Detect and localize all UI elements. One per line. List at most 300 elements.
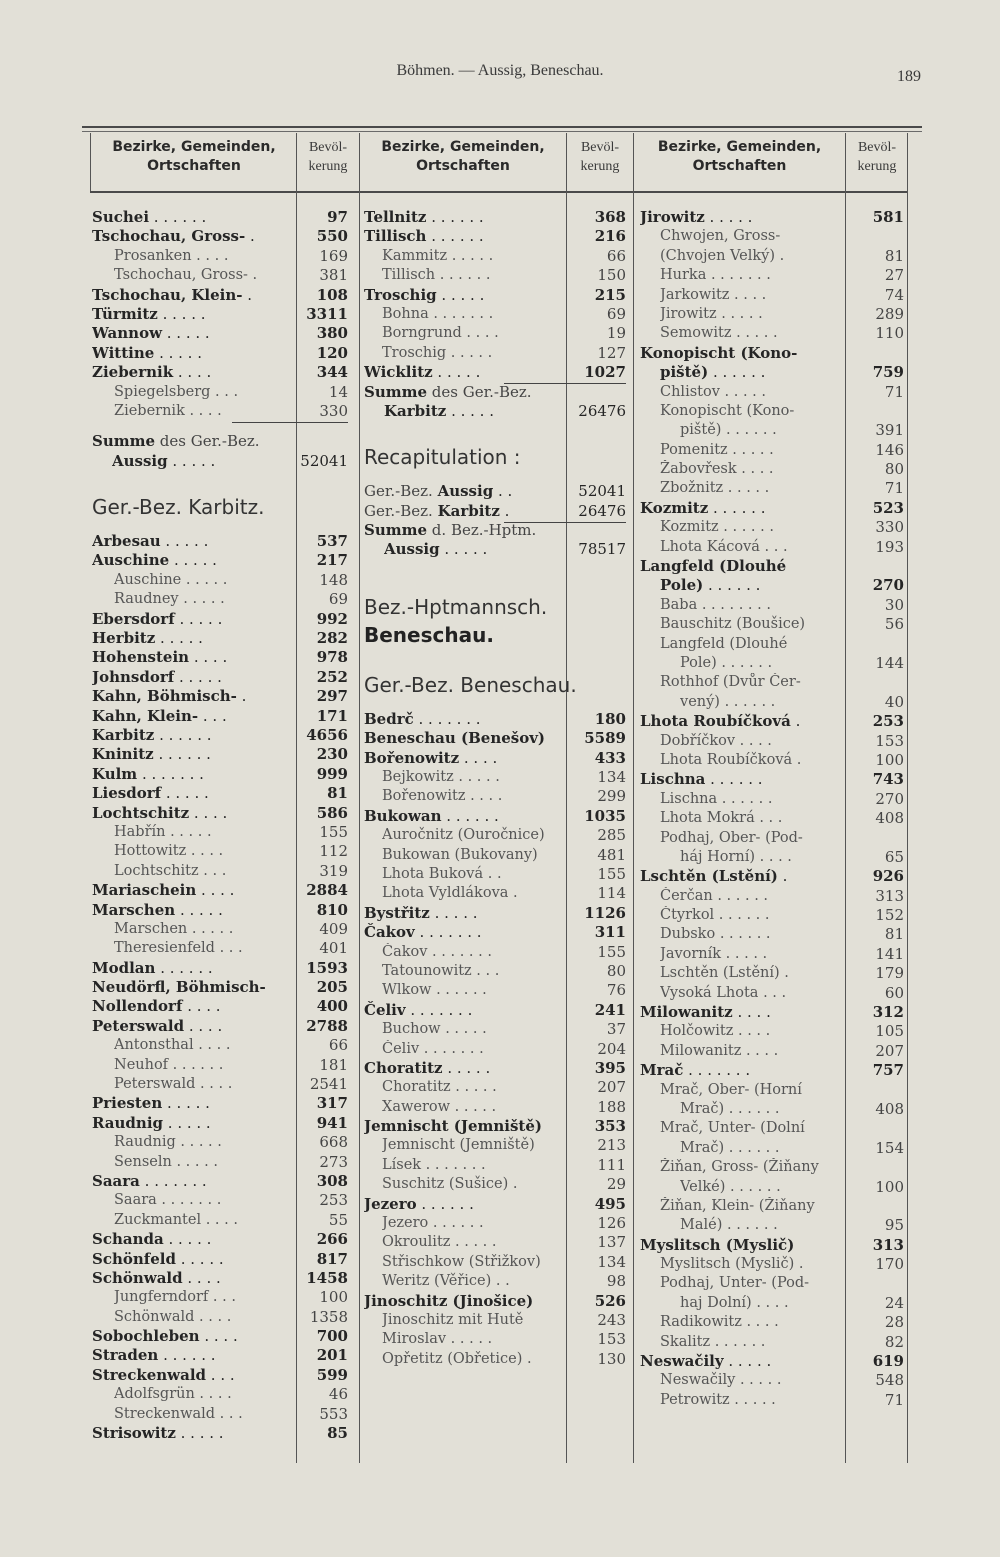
municipality-name bbox=[364, 1059, 564, 1078]
place-name: Tschochau, Gross- bbox=[92, 227, 246, 246]
table-row bbox=[640, 1352, 905, 1371]
locality-name bbox=[382, 1156, 564, 1175]
leader-dots: . . . . . bbox=[450, 1234, 497, 1251]
table-row bbox=[364, 593, 627, 621]
locality-name bbox=[660, 596, 845, 615]
table-row bbox=[640, 964, 905, 983]
table-row bbox=[364, 749, 627, 768]
municipality-name bbox=[660, 576, 845, 595]
place-name: Lochtschitz bbox=[114, 862, 199, 879]
table-row bbox=[364, 1175, 627, 1194]
population-value: 193 bbox=[875, 537, 904, 556]
table-row bbox=[640, 1061, 905, 1080]
leader-dots: . bbox=[794, 1256, 804, 1273]
leader-dots: . . . . . . bbox=[712, 887, 769, 904]
municipality-name bbox=[92, 1114, 292, 1133]
table-row bbox=[364, 649, 627, 671]
place-name: Lhota Roubíčková bbox=[660, 751, 793, 768]
table-row bbox=[92, 1075, 350, 1094]
table-row bbox=[640, 1081, 905, 1100]
table-row bbox=[92, 765, 350, 784]
locality-name bbox=[114, 939, 292, 958]
place-name: Hottowitz bbox=[114, 843, 187, 860]
place-name: Chwojen, Gross- bbox=[660, 228, 781, 245]
locality-name bbox=[660, 479, 845, 498]
table-row bbox=[640, 693, 905, 712]
place-name: Jezero bbox=[382, 1215, 429, 1232]
table-row bbox=[640, 247, 905, 266]
population-value: 134 bbox=[597, 1252, 626, 1271]
place-name: Javorník bbox=[660, 945, 722, 962]
place-name: Saara bbox=[114, 1192, 157, 1209]
table-row bbox=[92, 1346, 350, 1365]
population-value: 179 bbox=[875, 964, 904, 983]
municipality-name bbox=[92, 978, 292, 997]
place-name: Holčowitz bbox=[660, 1023, 734, 1040]
municipality-name bbox=[92, 1172, 292, 1191]
table-row bbox=[92, 804, 350, 823]
leader-dots: . . . . . bbox=[716, 305, 763, 322]
table-row bbox=[364, 582, 627, 593]
table-row bbox=[364, 305, 627, 324]
leader-dots: . . . . bbox=[193, 1037, 231, 1054]
municipality-name bbox=[92, 305, 292, 324]
population-value: 253 bbox=[319, 1191, 348, 1210]
place-name: Ebersdorf bbox=[92, 609, 175, 628]
locality-name bbox=[382, 324, 564, 343]
table-row bbox=[364, 363, 627, 382]
place-name: Beneschau (Benešov) bbox=[364, 729, 546, 748]
locality-name bbox=[680, 1139, 845, 1158]
table-row bbox=[92, 266, 350, 285]
table-column-1 bbox=[92, 208, 350, 1443]
municipality-name bbox=[92, 532, 292, 551]
table-row bbox=[640, 557, 905, 576]
table-row bbox=[92, 842, 350, 861]
locality-name bbox=[382, 1098, 564, 1117]
place-name: Lísek bbox=[382, 1156, 422, 1173]
municipality-name bbox=[92, 668, 292, 687]
locality-name bbox=[382, 247, 564, 266]
population-value: 270 bbox=[875, 789, 904, 808]
place-name: Raudnig bbox=[92, 1113, 164, 1132]
locality-name bbox=[660, 1022, 845, 1041]
place-name: Wicklitz bbox=[364, 363, 433, 382]
leader-dots: . . . . . bbox=[165, 823, 212, 840]
table-row bbox=[364, 1156, 627, 1175]
population-value: 313 bbox=[875, 886, 904, 905]
leader-dots: . . . . . . bbox=[428, 1215, 484, 1232]
leader-dots: . . bbox=[483, 865, 502, 882]
municipality-name bbox=[640, 1352, 845, 1371]
leader-dots: . . . . . . bbox=[717, 790, 773, 807]
population-value: 82 bbox=[884, 1332, 904, 1351]
population-value: 757 bbox=[872, 1061, 904, 1080]
population-value: 553 bbox=[319, 1404, 348, 1423]
population-value: 481 bbox=[597, 845, 626, 864]
table-row bbox=[364, 383, 627, 402]
population-value: 313 bbox=[872, 1235, 904, 1254]
summary-keyword: Summe bbox=[364, 382, 428, 401]
population-value: 433 bbox=[594, 748, 626, 767]
table-row bbox=[640, 208, 905, 227]
place-name: Podhaj, Unter- (Pod- bbox=[660, 1275, 810, 1292]
leader-dots: . . . . bbox=[755, 848, 792, 865]
table-row bbox=[640, 324, 905, 343]
population-value: 114 bbox=[597, 884, 626, 903]
locality-name bbox=[114, 862, 292, 881]
leader-dots: . . . . . bbox=[175, 1249, 224, 1268]
population-value: 581 bbox=[872, 208, 904, 226]
population-value: 55 bbox=[328, 1210, 348, 1229]
place-name: Tillisch bbox=[364, 227, 427, 246]
table-row bbox=[640, 732, 905, 751]
population-value: 204 bbox=[597, 1039, 626, 1058]
summary-keyword: Summe bbox=[92, 432, 156, 451]
locality-name bbox=[114, 842, 292, 861]
table-row bbox=[92, 1114, 350, 1133]
place-name: Mrač) bbox=[680, 1139, 725, 1156]
population-value: 71 bbox=[884, 382, 904, 401]
municipality-name bbox=[92, 648, 292, 667]
population-value: 308 bbox=[316, 1171, 348, 1190]
leader-dots: . . bbox=[493, 482, 513, 501]
population-value: 312 bbox=[872, 1003, 904, 1022]
table-row bbox=[92, 1230, 350, 1249]
leader-dots: . . . . . . . bbox=[427, 943, 492, 960]
locality-name bbox=[660, 518, 845, 537]
place-name: Straden bbox=[92, 1346, 159, 1365]
table-row bbox=[364, 1233, 627, 1252]
table-row bbox=[640, 538, 905, 557]
place-name: Čtyrkol bbox=[660, 907, 715, 924]
table-row bbox=[364, 247, 627, 266]
table-top-rule bbox=[82, 126, 922, 128]
locality-name bbox=[660, 1197, 845, 1216]
locality-name bbox=[660, 809, 845, 828]
table-row bbox=[640, 770, 905, 789]
table-row bbox=[640, 615, 905, 634]
locality-name bbox=[660, 964, 845, 983]
leader-dots: . bbox=[242, 285, 253, 304]
leader-dots: . . . . . . bbox=[149, 208, 207, 226]
table-row bbox=[92, 1366, 350, 1385]
municipality-name bbox=[364, 710, 564, 729]
locality-name bbox=[660, 790, 845, 809]
place-name: Skalitz bbox=[660, 1333, 711, 1350]
locality-name bbox=[680, 421, 845, 440]
municipality-name bbox=[640, 208, 845, 227]
table-row bbox=[640, 1333, 905, 1352]
leader-dots: . bbox=[792, 751, 802, 768]
table-row bbox=[92, 452, 350, 471]
place-name: Karbitz bbox=[92, 725, 155, 744]
table-row bbox=[92, 823, 350, 842]
leader-dots: . . . . . bbox=[723, 480, 770, 497]
leader-dots: . bbox=[245, 227, 255, 246]
population-value: 1126 bbox=[584, 903, 626, 922]
leader-dots: . . . . . bbox=[721, 945, 768, 962]
population-value: 241 bbox=[594, 1000, 626, 1019]
leader-dots: . . . . . . . bbox=[421, 1156, 486, 1173]
locality-name bbox=[660, 1081, 845, 1100]
locality-name bbox=[660, 615, 845, 634]
place-name: Pole) bbox=[660, 576, 704, 595]
leader-dots: . . . . . bbox=[727, 441, 774, 458]
place-name: Tatounowitz bbox=[382, 962, 472, 979]
table-row bbox=[92, 1094, 350, 1113]
locality-name bbox=[660, 906, 845, 925]
place-name: Bukowan (Bukovany) bbox=[382, 846, 538, 863]
place-name: Schönwald bbox=[114, 1308, 195, 1325]
population-value: 169 bbox=[319, 246, 348, 265]
leader-dots: . . . . . bbox=[442, 1058, 491, 1077]
place-name: Wlkow bbox=[382, 982, 432, 999]
leader-dots: . . . . . bbox=[161, 784, 209, 803]
table-row bbox=[640, 906, 905, 925]
municipality-name bbox=[92, 881, 292, 900]
population-value: 111 bbox=[597, 1155, 626, 1174]
leader-dots: . bbox=[236, 687, 247, 706]
locality-name bbox=[660, 925, 845, 944]
leader-dots: . . . . . bbox=[450, 1098, 497, 1115]
place-name: Chlistov bbox=[660, 383, 720, 400]
table-row bbox=[92, 726, 350, 745]
table-row bbox=[92, 432, 350, 451]
table-row bbox=[92, 1288, 350, 1307]
leader-dots: . . . . . bbox=[432, 363, 481, 382]
municipality-name bbox=[364, 286, 564, 305]
population-value: 408 bbox=[875, 1099, 904, 1118]
population-value: 126 bbox=[597, 1214, 626, 1233]
locality-name bbox=[114, 1288, 292, 1307]
leader-dots: . . . . . bbox=[704, 208, 753, 226]
leader-dots: . . . . . bbox=[439, 540, 488, 559]
table-row bbox=[92, 1036, 350, 1055]
table-row bbox=[364, 1136, 627, 1155]
table-row bbox=[92, 493, 350, 521]
leader-dots: . . . . bbox=[184, 402, 222, 419]
place-name: Jezero bbox=[364, 1194, 417, 1213]
leader-dots: . . . . . . bbox=[168, 1056, 224, 1073]
municipality-name bbox=[92, 707, 292, 726]
leader-dots: . . . . . . . bbox=[683, 1061, 751, 1080]
locality-name bbox=[382, 1040, 564, 1059]
table-row bbox=[364, 846, 627, 865]
population-value: 400 bbox=[316, 997, 348, 1016]
summary-label-rest: d. Bez.-Hptm. bbox=[427, 521, 537, 540]
summary-label-rest: des Ger.-Bez. bbox=[155, 432, 260, 451]
population-value: 170 bbox=[875, 1255, 904, 1274]
place-name: Velké) bbox=[680, 1178, 726, 1195]
place-name: Bohna bbox=[382, 305, 429, 322]
locality-name bbox=[382, 1272, 564, 1291]
summary-district bbox=[384, 402, 584, 421]
municipality-name bbox=[364, 807, 564, 826]
leader-dots: . . . . bbox=[736, 461, 774, 478]
population-value: 217 bbox=[316, 551, 348, 570]
leader-dots: . . . . . . bbox=[718, 519, 774, 536]
page-number: 189 bbox=[897, 68, 921, 85]
leader-dots: . . . . . . . bbox=[413, 709, 481, 728]
locality-name bbox=[114, 266, 292, 285]
leader-dots: . . . . . . bbox=[154, 725, 212, 744]
place-name: Jinoschitz mit Hutě bbox=[382, 1311, 524, 1328]
place-name: Čerčan bbox=[660, 887, 713, 904]
municipality-name bbox=[640, 1061, 845, 1080]
leader-dots: . . . . . bbox=[723, 1352, 772, 1371]
table-row bbox=[640, 1255, 905, 1274]
place-name: Mrač, Ober- (Horní bbox=[660, 1081, 802, 1098]
leader-dots: . . . . . bbox=[429, 903, 478, 922]
table-row bbox=[92, 421, 350, 432]
table-row bbox=[92, 1308, 350, 1327]
leader-dots: . . . . . . bbox=[716, 654, 773, 671]
place-name: Čeliv bbox=[364, 1000, 406, 1019]
table-row bbox=[364, 266, 627, 285]
municipality-name bbox=[92, 551, 292, 570]
table-row bbox=[364, 1040, 627, 1059]
table-row bbox=[92, 959, 350, 978]
place-name: Schanda bbox=[92, 1230, 164, 1249]
municipality-name bbox=[92, 784, 292, 803]
population-value: 130 bbox=[597, 1349, 626, 1368]
table-row bbox=[640, 479, 905, 498]
table-row bbox=[640, 286, 905, 305]
recap-prefix: Ger.-Bez. bbox=[364, 482, 438, 501]
leader-dots: . . . . . . bbox=[705, 770, 763, 789]
municipality-name bbox=[364, 749, 564, 768]
leader-dots: . . . . bbox=[194, 1308, 232, 1325]
population-value: 368 bbox=[594, 208, 626, 226]
place-name: Bauschitz (Boušice) bbox=[660, 616, 806, 633]
locality-name bbox=[680, 693, 845, 712]
leader-dots: . . . . bbox=[741, 1042, 779, 1059]
table-row bbox=[640, 1391, 905, 1410]
locality-name bbox=[660, 441, 845, 460]
population-value: 599 bbox=[316, 1365, 348, 1384]
population-value: 297 bbox=[316, 687, 348, 706]
leader-dots: . . . . bbox=[199, 1327, 238, 1346]
locality-name bbox=[382, 1136, 564, 1155]
table-row bbox=[364, 324, 627, 343]
table-row bbox=[364, 471, 627, 482]
population-value: 550 bbox=[316, 227, 348, 246]
municipality-name bbox=[92, 765, 292, 784]
population-value: 586 bbox=[316, 803, 348, 822]
population-value: 81 bbox=[884, 246, 904, 265]
leader-dots: . . . . . . bbox=[708, 363, 766, 382]
population-value: 2884 bbox=[306, 881, 348, 900]
table-row bbox=[364, 1098, 627, 1117]
municipality-name bbox=[364, 1117, 564, 1136]
leader-dots: . . . . . . bbox=[431, 982, 487, 999]
leader-dots: . . . . . . . bbox=[414, 923, 482, 942]
leader-dots: . . . . . . bbox=[710, 1333, 766, 1350]
municipality-name bbox=[92, 687, 292, 706]
leader-dots: . bbox=[779, 965, 789, 982]
population-value: 215 bbox=[594, 285, 626, 304]
table-row bbox=[92, 1424, 350, 1443]
population-value: 66 bbox=[328, 1036, 348, 1055]
leader-dots: . . . . . . bbox=[724, 1139, 780, 1156]
table-row bbox=[640, 1216, 905, 1235]
place-name: Jungferndorf bbox=[114, 1289, 209, 1306]
table-row bbox=[92, 286, 350, 305]
population-value: 52041 bbox=[300, 451, 348, 470]
place-name: Türmitz bbox=[92, 304, 158, 323]
summary-label-rest: des Ger.-Bez. bbox=[427, 382, 532, 401]
place-name: Lochtschitz bbox=[92, 803, 190, 822]
leader-dots: . . . bbox=[754, 810, 783, 827]
place-name: Kozmitz bbox=[660, 519, 719, 536]
leader-dots: . . . bbox=[198, 862, 227, 879]
place-name: Ziebernik bbox=[114, 402, 185, 419]
leader-dots: . bbox=[499, 501, 510, 520]
leader-dots: . . . . . . . bbox=[137, 764, 204, 783]
population-value: 69 bbox=[328, 590, 348, 609]
place-name: Tschochau, Klein- bbox=[92, 285, 243, 304]
population-value: 5589 bbox=[584, 729, 626, 748]
population-value: 19 bbox=[606, 324, 626, 343]
place-name: Auschine bbox=[92, 551, 170, 570]
leader-dots: . . . . . bbox=[446, 344, 493, 361]
leader-dots: . bbox=[775, 247, 785, 264]
table-row bbox=[640, 576, 905, 595]
column-divider bbox=[90, 133, 91, 191]
population-value: 150 bbox=[597, 266, 626, 285]
locality-name bbox=[660, 984, 845, 1003]
table-row bbox=[92, 208, 350, 227]
leader-dots: . . . . . . bbox=[155, 958, 213, 977]
locality-name bbox=[660, 635, 845, 654]
table-row bbox=[640, 925, 905, 944]
leader-dots: . bbox=[247, 267, 258, 284]
municipality-name bbox=[364, 1195, 564, 1214]
place-name: Žiňan, Gross- (Žiňany bbox=[660, 1159, 819, 1176]
locality-name bbox=[114, 1385, 292, 1404]
locality-name bbox=[114, 1405, 292, 1424]
leader-dots: . . . . . . bbox=[715, 926, 771, 943]
population-value: 144 bbox=[875, 653, 904, 672]
population-value: 171 bbox=[316, 706, 348, 725]
place-name: Neuhof bbox=[114, 1056, 169, 1073]
column-header-pop: Bevöl- kerung bbox=[580, 140, 620, 174]
table-row bbox=[640, 1022, 905, 1041]
population-value: 148 bbox=[319, 570, 348, 589]
place-name: piště) bbox=[680, 422, 722, 439]
population-value: 188 bbox=[597, 1097, 626, 1116]
place-name: Zuckmantel bbox=[114, 1211, 202, 1228]
place-name: Čeliv bbox=[382, 1040, 420, 1057]
table-row bbox=[92, 1172, 350, 1191]
municipality-name bbox=[640, 499, 845, 518]
section-heading: Recapitulation : bbox=[364, 445, 521, 470]
leader-dots: . bbox=[790, 712, 801, 731]
summary-keyword: Summe bbox=[364, 521, 428, 540]
place-name: Dobříčkov bbox=[660, 732, 736, 749]
locality-name bbox=[114, 920, 292, 939]
column-header-place bbox=[92, 138, 296, 176]
municipality-name bbox=[92, 1327, 292, 1346]
table-row bbox=[92, 383, 350, 402]
table-row bbox=[92, 590, 350, 609]
table-row bbox=[364, 1272, 627, 1291]
municipality-name bbox=[640, 344, 845, 363]
place-name: Jinoschitz (Jinošice) bbox=[364, 1291, 534, 1310]
population-value: 317 bbox=[316, 1094, 348, 1113]
place-name: Mrač bbox=[640, 1061, 684, 1080]
